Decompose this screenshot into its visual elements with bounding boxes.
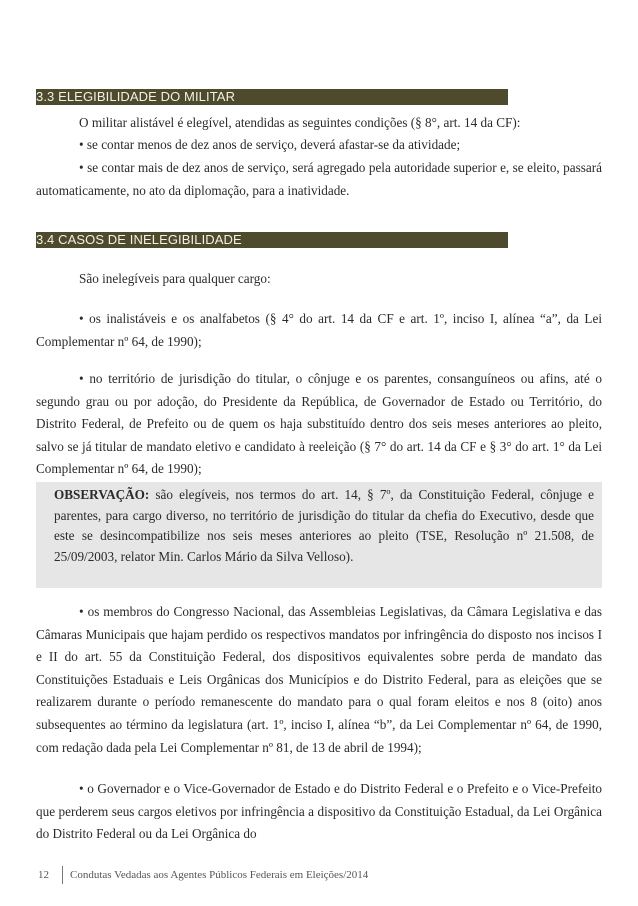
page-number: 12	[36, 866, 63, 884]
paragraph-inelegiveis-item-2: • no território de jurisdição do titular, o cônjuge e os parentes, consanguíneos ou afins, até o segundo grau ou por adoção, do Presidente da República, de Governador de Estado ou Território, do Distrito Federal, de Prefeito ou de quem os haja substituído dentro dos seis meses anteriores ao pleito, salvo se já titular de mandato eletivo e candidato à reeleição (§ 7° do art. 14 da CF e § 3° do art. 1° da Lei Complementar nº 64, de 1990);	[36, 371, 602, 477]
observation-paragraph	[54, 485, 594, 567]
observation-text: são elegíveis, nos termos do art. 14, § 7º, da Constituição Federal, cônjuge e parentes, para cargo diverso, no território de jurisdição do titular da chefia do Executivo, desde que este se desincompatibilize nos seis meses anteriores ao pleito (TSE, Resolução nº 21.508, de 25/09/2003, relator Min. Carlos Mário da Silva Velloso).	[54, 487, 594, 564]
paragraph-inelegiveis-item-1: • os inalistáveis e os analfabetos (§ 4° do art. 14 da CF e art. 1º, inciso I, alínea “a”, da Lei Complementar nº 64, de 1990);	[36, 311, 602, 349]
section-heading-text: 3.4 CASOS DE INELEGIBILIDADE	[36, 232, 242, 247]
section-heading-3-4	[36, 232, 508, 248]
section-heading-text: 3.3 ELEGIBILIDADE DO MILITAR	[36, 89, 236, 104]
paragraph-militar-item-1: • se contar menos de dez anos de serviço, deverá afastar-se da atividade;	[79, 137, 461, 152]
footer-text: Condutas Vedadas aos Agentes Públicos Federais em Eleições/2014	[70, 869, 369, 881]
paragraph-inelegiveis-item-4: • o Governador e o Vice-Governador de Estado e do Distrito Federal e o Prefeito e o Vice-Prefeito que perderem seus cargos eletivos por infringência a dispositivo da Constituição Estadual, da Lei Orgânica do Distrito Federal ou da Lei Orgânica do	[36, 781, 602, 842]
paragraph-inelegiveis-item-3: • os membros do Congresso Nacional, das Assembleias Legislativas, da Câmara Legislativa e das Câmaras Municipais que hajam perdido os respectivos mandatos por infringência do disposto nos incisos I e II do art. 55 da Constituição Federal, dos dispositivos equivalentes sobre perda de mandato das Constituições Estaduais e Leis Orgânicas dos Municípios e do Distrito Federal, para as eleições que se realizarem durante o período remanescente do mandato para o qual foram eleitos e nos 8 (oito) anos subsequentes ao término da legislatura (art. 1º, inciso I, alínea “b”, da Lei Complementar nº 64, de 1990, com redação dada pela Lei Complementar nº 81, de 13 de abril de 1994);	[36, 604, 602, 755]
paragraph-militar-item-2: • se contar mais de dez anos de serviço, será agregado pela autoridade superior e, se eleito, passará automaticamente, no ato da diplomação, para a inatividade.	[36, 160, 602, 198]
paragraph-militar-intro: O militar alistável é elegível, atendidas as seguintes condições (§ 8°, art. 14 da CF):	[79, 115, 521, 130]
section-heading-3-3	[36, 89, 508, 105]
observation-box	[36, 482, 602, 588]
paragraph-inelegiveis-intro: São inelegíveis para qualquer cargo:	[79, 271, 271, 286]
observation-label: OBSERVAÇÃO:	[54, 487, 150, 502]
